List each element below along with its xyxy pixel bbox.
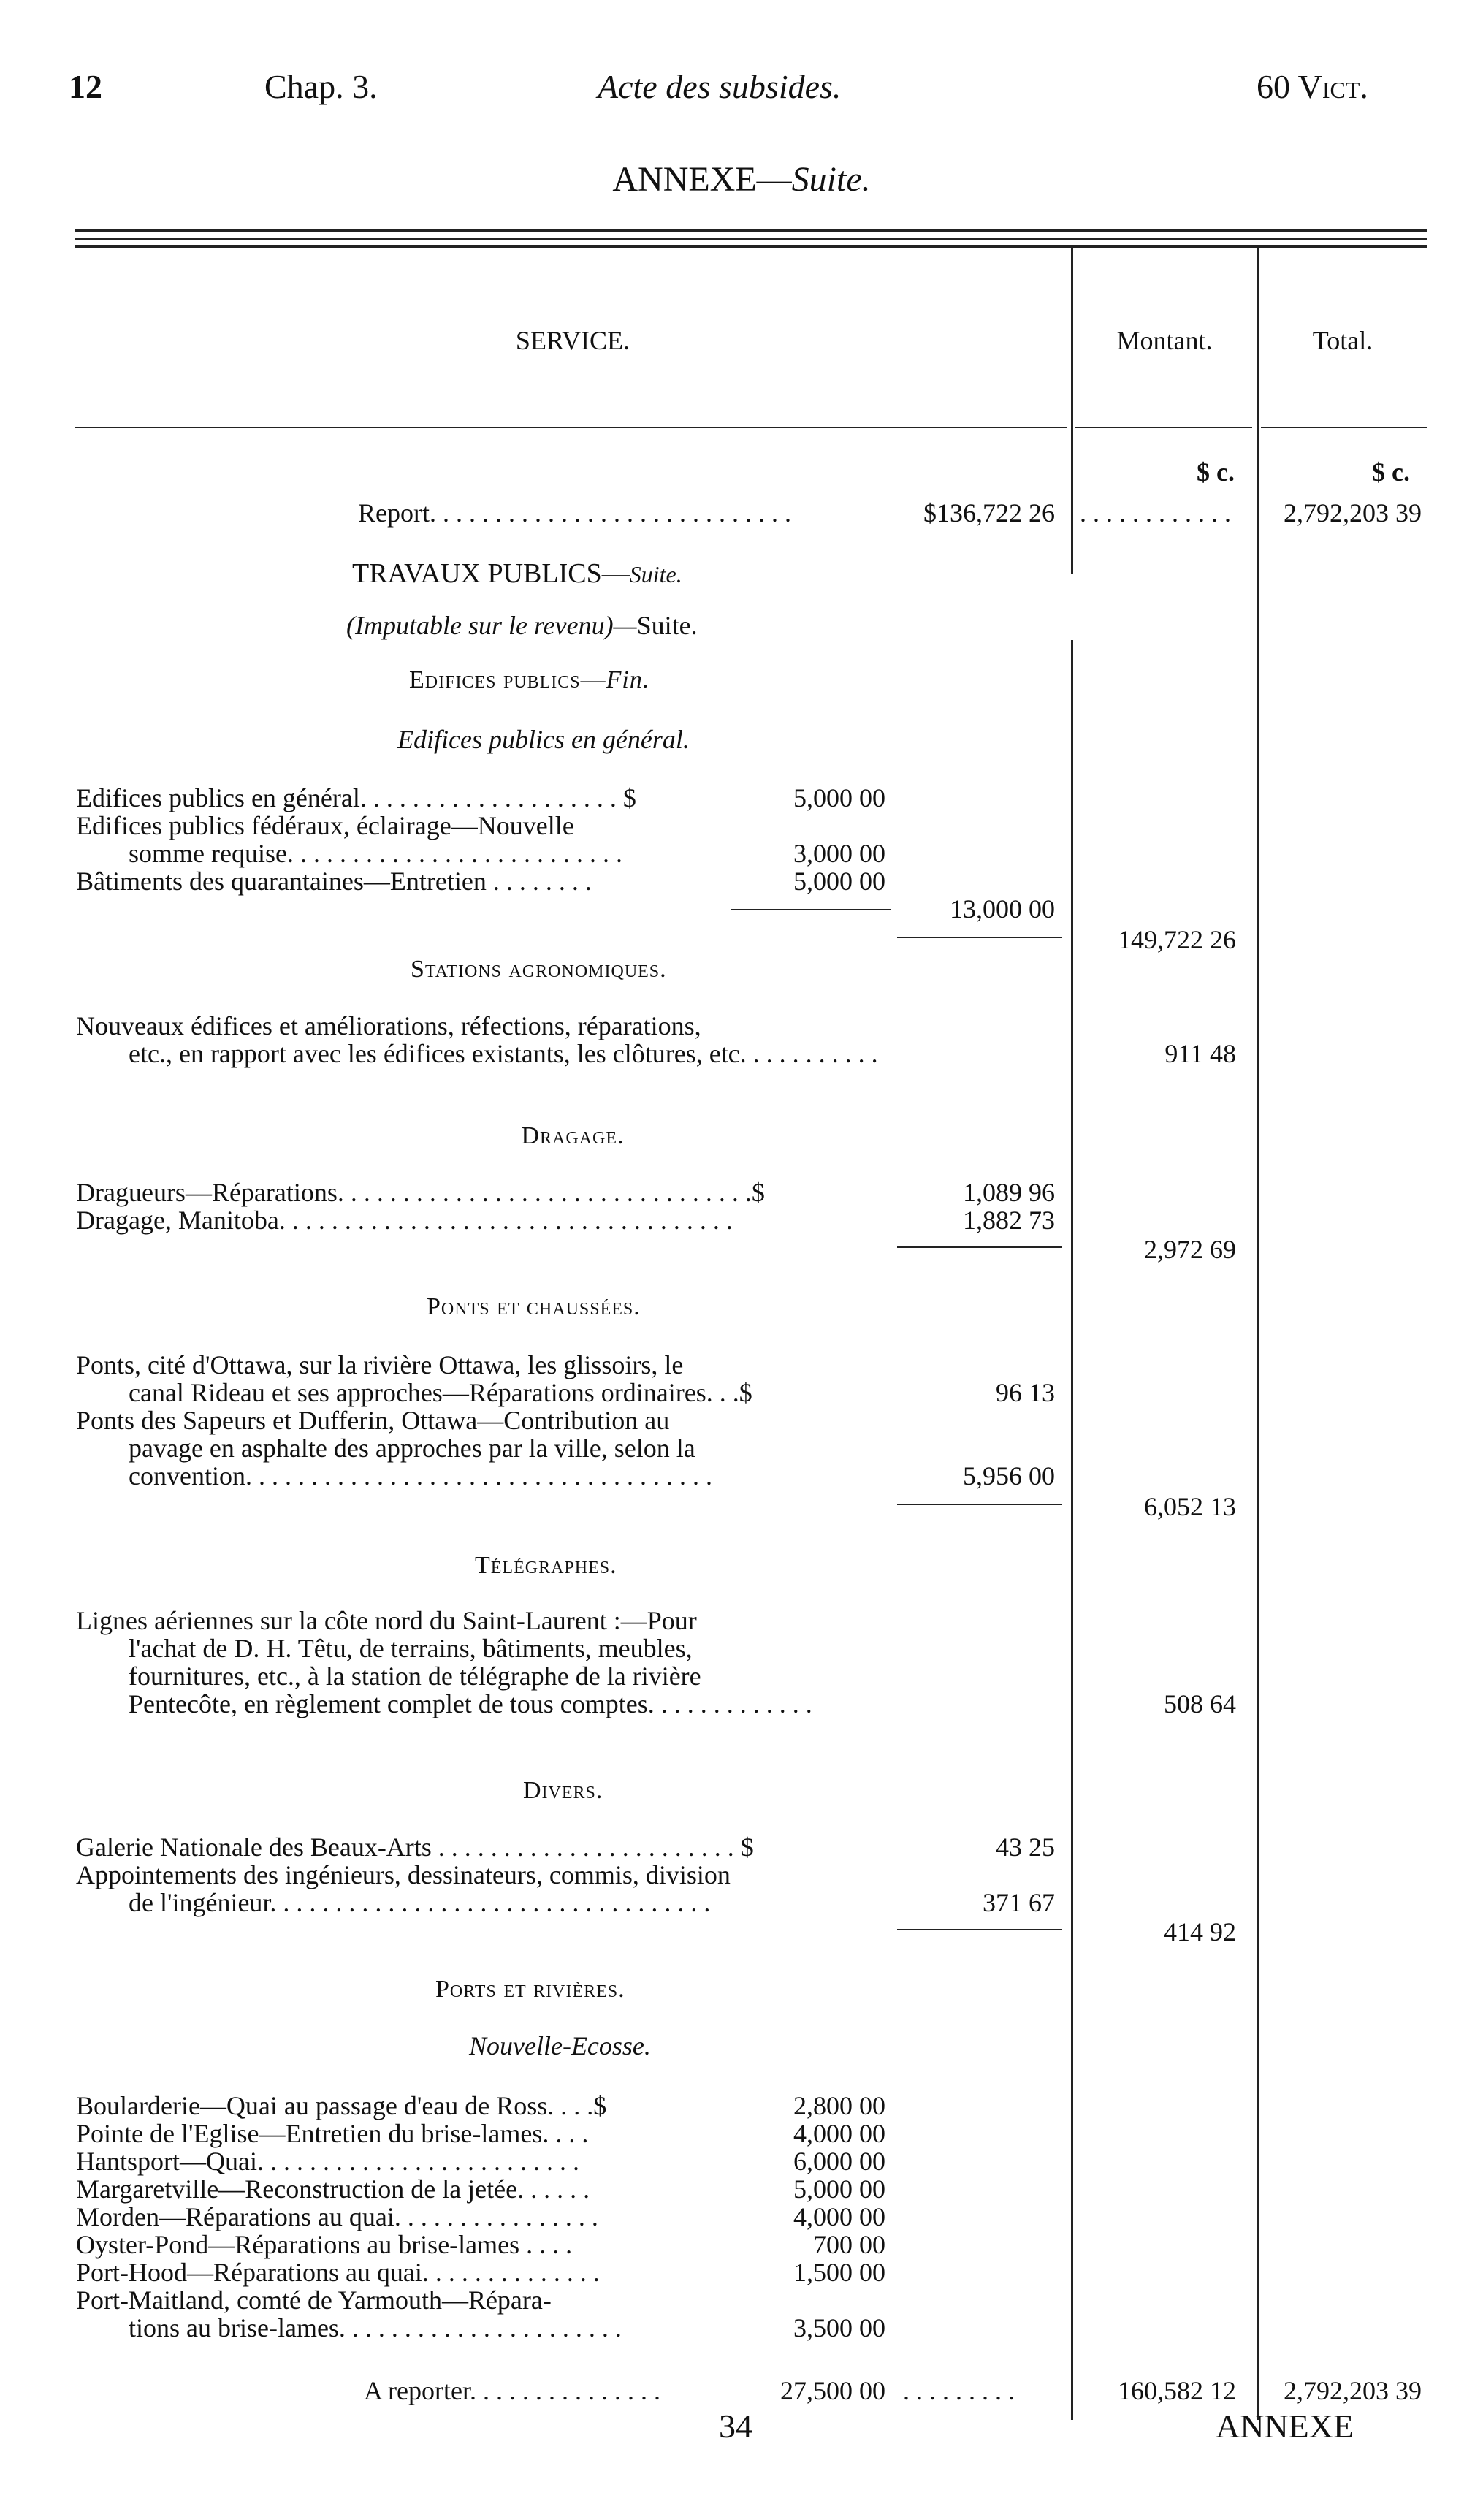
report-montant-leader: . . . . . . . . . . . .	[1080, 498, 1231, 528]
ports-amount-4: 5,000 00	[793, 2174, 885, 2204]
carry-forward-amount: 27,500 00	[780, 2376, 885, 2405]
section-subheading	[346, 612, 698, 639]
divers-heading: Divers.	[523, 1777, 603, 1804]
stations-montant: 911 48	[1164, 1039, 1236, 1068]
divers-line-2: Appointements des ingénieurs, dessinateurs, commis, division	[76, 1860, 731, 1889]
section-heading-suffix: Suite.	[629, 561, 682, 587]
edifices-subheading: Edifices publics en général.	[397, 725, 690, 754]
ports-amount-7: 1,500 00	[793, 2258, 885, 2287]
ports-line-4: Margaretville—Reconstruction de la jetée. . . . . .	[76, 2174, 590, 2204]
column-rule-total	[1257, 245, 1259, 2420]
page-number: 12	[69, 68, 102, 105]
edifices-sum-rule	[731, 909, 891, 910]
section-heading-main: TRAVAUX PUBLICS—	[352, 558, 630, 589]
dragage-montant: 2,972 69	[1144, 1235, 1236, 1264]
ponts-line-3: Ponts des Sapeurs et Dufferin, Ottawa—Contribution au	[76, 1406, 670, 1435]
stations-line-2: etc., en rapport avec les édifices existants, les clôtures, etc. . . . . . . . . . .	[129, 1039, 878, 1068]
section-subheading-suffix: Suite.	[636, 611, 698, 640]
telegraphes-montant: 508 64	[1164, 1689, 1236, 1718]
telegraphes-line-2: l'achat de D. H. Têtu, de terrains, bâtiments, meubles,	[129, 1634, 693, 1663]
currency-label-total: $ c.	[1372, 457, 1410, 487]
header-rule-top-2	[75, 238, 1427, 240]
telegraphes-line-3: fournitures, etc., à la station de télégraphe de la rivière	[129, 1661, 701, 1691]
divers-amount-2: 371 67	[983, 1888, 1055, 1917]
ports-line-6: Oyster-Pond—Réparations au brise-lames . . . .	[76, 2230, 573, 2259]
ponts-amount-1: 96 13	[996, 1378, 1055, 1407]
ports-amount-1: 2,800 00	[793, 2091, 885, 2120]
edifices-amount-2: 3,000 00	[793, 839, 885, 868]
column-rule-montant	[1071, 640, 1073, 2420]
annex-title	[0, 162, 1483, 197]
ports-heading: Ports et rivières.	[435, 1976, 625, 2003]
section-heading	[352, 560, 682, 587]
annex-title-main: ANNEXE—	[612, 160, 792, 199]
edifices-line-4: Bâtiments des quarantaines—Entretien . . . . . . . .	[76, 867, 592, 896]
edifices-amount-3: 5,000 00	[793, 867, 885, 896]
column-heading-total: Total.	[1312, 326, 1373, 355]
ports-subheading: Nouvelle-Ecosse.	[469, 2031, 651, 2060]
report-label: Report. . . . . . . . . . . . . . . . . . . . . . . . . . . .	[358, 498, 791, 528]
ponts-montant: 6,052 13	[1144, 1492, 1236, 1521]
ponts-line-4: pavage en asphalte des approches par la ville, selon la	[129, 1434, 695, 1463]
edifices-amount-1: 5,000 00	[793, 783, 885, 812]
divers-montant: 414 92	[1164, 1917, 1236, 1946]
stations-heading: Stations agronomiques.	[411, 956, 667, 983]
divers-sum-rule	[897, 1929, 1062, 1930]
dragage-amount-2: 1,882 73	[963, 1206, 1055, 1235]
dragage-line-1: Dragueurs—Réparations. . . . . . . . . . . . . . . . . . . . . . . . . . . . . . . .$	[76, 1178, 765, 1207]
ports-amount-6: 700 00	[813, 2230, 885, 2259]
telegraphes-line-1: Lignes aériennes sur la côte nord du Saint-Laurent :—Pour	[76, 1606, 697, 1635]
report-amount: $136,722 26	[923, 498, 1055, 528]
report-total: 2,792,203 39	[1284, 498, 1422, 528]
ports-line-8: Port-Maitland, comté de Yarmouth—Répara-	[76, 2285, 552, 2315]
carry-forward-label: A reporter. . . . . . . . . . . . . . .	[364, 2376, 660, 2405]
edifices-heading	[409, 668, 649, 693]
divers-line-1: Galerie Nationale des Beaux-Arts . . . . . . . . . . . . . . . . . . . . . . . $	[76, 1832, 754, 1862]
column-heading-service: SERVICE.	[515, 326, 630, 355]
header-rule-top	[75, 229, 1427, 232]
dragage-heading: Dragage.	[521, 1122, 625, 1149]
ports-amount-3: 6,000 00	[793, 2147, 885, 2176]
edifices-line-3: somme requise. . . . . . . . . . . . . . . . . . . . . . . . . .	[129, 839, 622, 868]
telegraphes-heading: Télégraphes.	[475, 1552, 617, 1579]
edifices-subtotal: 13,000 00	[950, 894, 1055, 924]
carry-forward-total: 2,792,203 39	[1284, 2376, 1422, 2405]
column-rule-montant-upper	[1071, 245, 1073, 574]
divers-line-3: de l'ingénieur. . . . . . . . . . . . . . . . . . . . . . . . . . . . . . . . . .	[129, 1888, 711, 1917]
signature-mark: 34	[719, 2407, 752, 2445]
dragage-sum-rule	[897, 1246, 1062, 1248]
edifices-line-1: Edifices publics en général. . . . . . . . . . . . . . . . . . . . $	[76, 783, 636, 812]
telegraphes-line-4: Pentecôte, en règlement complet de tous comptes. . . . . . . . . . . . .	[129, 1689, 812, 1718]
edifices-line-2: Edifices publics fédéraux, éclairage—Nouvelle	[76, 811, 574, 840]
header-rule-bottom-montant	[1075, 427, 1252, 428]
ports-line-9: tions au brise-lames. . . . . . . . . . . . . . . . . . . . . .	[129, 2313, 622, 2342]
ports-line-7: Port-Hood—Réparations au quai. . . . . . . . . . . . . .	[76, 2258, 600, 2287]
catchword: ANNEXE	[1216, 2407, 1354, 2445]
header-rule-bottom-total	[1261, 427, 1427, 428]
edifices-montant: 149,722 26	[1118, 925, 1236, 954]
ponts-sum-rule	[897, 1504, 1062, 1505]
ports-amount-2: 4,000 00	[793, 2119, 885, 2148]
ponts-line-1: Ponts, cité d'Ottawa, sur la rivière Ottawa, les glissoirs, le	[76, 1350, 684, 1379]
ponts-line-5: convention. . . . . . . . . . . . . . . . . . . . . . . . . . . . . . . . . . . .	[129, 1461, 712, 1491]
edifices-montant-rule	[897, 937, 1062, 938]
edifices-heading-main: Edifices publics—	[409, 666, 606, 693]
ports-line-2: Pointe de l'Eglise—Entretien du brise-lames. . . .	[76, 2119, 589, 2148]
ponts-amount-2: 5,956 00	[963, 1461, 1055, 1491]
dragage-amount-1: 1,089 96	[963, 1178, 1055, 1207]
edifices-heading-suffix: Fin.	[606, 666, 650, 693]
header-rule-bottom-service	[75, 427, 1067, 428]
divers-amount-1: 43 25	[996, 1832, 1055, 1862]
ports-amount-8: 3,500 00	[793, 2313, 885, 2342]
annex-title-suffix: Suite.	[791, 160, 871, 199]
section-subheading-italic: (Imputable sur le revenu)—	[346, 611, 637, 640]
column-heading-montant: Montant.	[1116, 326, 1213, 355]
carry-forward-leader: . . . . . . . . .	[903, 2376, 1015, 2405]
header-rule-top-3	[75, 245, 1427, 248]
currency-label-montant: $ c.	[1197, 457, 1235, 487]
ports-line-3: Hantsport—Quai. . . . . . . . . . . . . . . . . . . . . . . . .	[76, 2147, 579, 2176]
regnal-year: 60 Vict.	[1257, 68, 1368, 105]
stations-line-1: Nouveaux édifices et améliorations, réfections, réparations,	[76, 1011, 701, 1040]
ponts-line-2: canal Rideau et ses approches—Réparations ordinaires. . .$	[129, 1378, 752, 1407]
ponts-heading: Ponts et chaussées.	[427, 1293, 641, 1320]
dragage-line-2: Dragage, Manitoba. . . . . . . . . . . . . . . . . . . . . . . . . . . . . . . . . . .	[76, 1206, 733, 1235]
chapter-label: Chap. 3.	[264, 68, 378, 105]
act-title: Acte des subsides.	[598, 68, 842, 105]
ports-line-5: Morden—Réparations au quai. . . . . . . . . . . . . . . .	[76, 2202, 598, 2231]
ports-line-1: Boularderie—Quai au passage d'eau de Ross. . . .$	[76, 2091, 607, 2120]
carry-forward-montant: 160,582 12	[1118, 2376, 1236, 2405]
ports-amount-5: 4,000 00	[793, 2202, 885, 2231]
